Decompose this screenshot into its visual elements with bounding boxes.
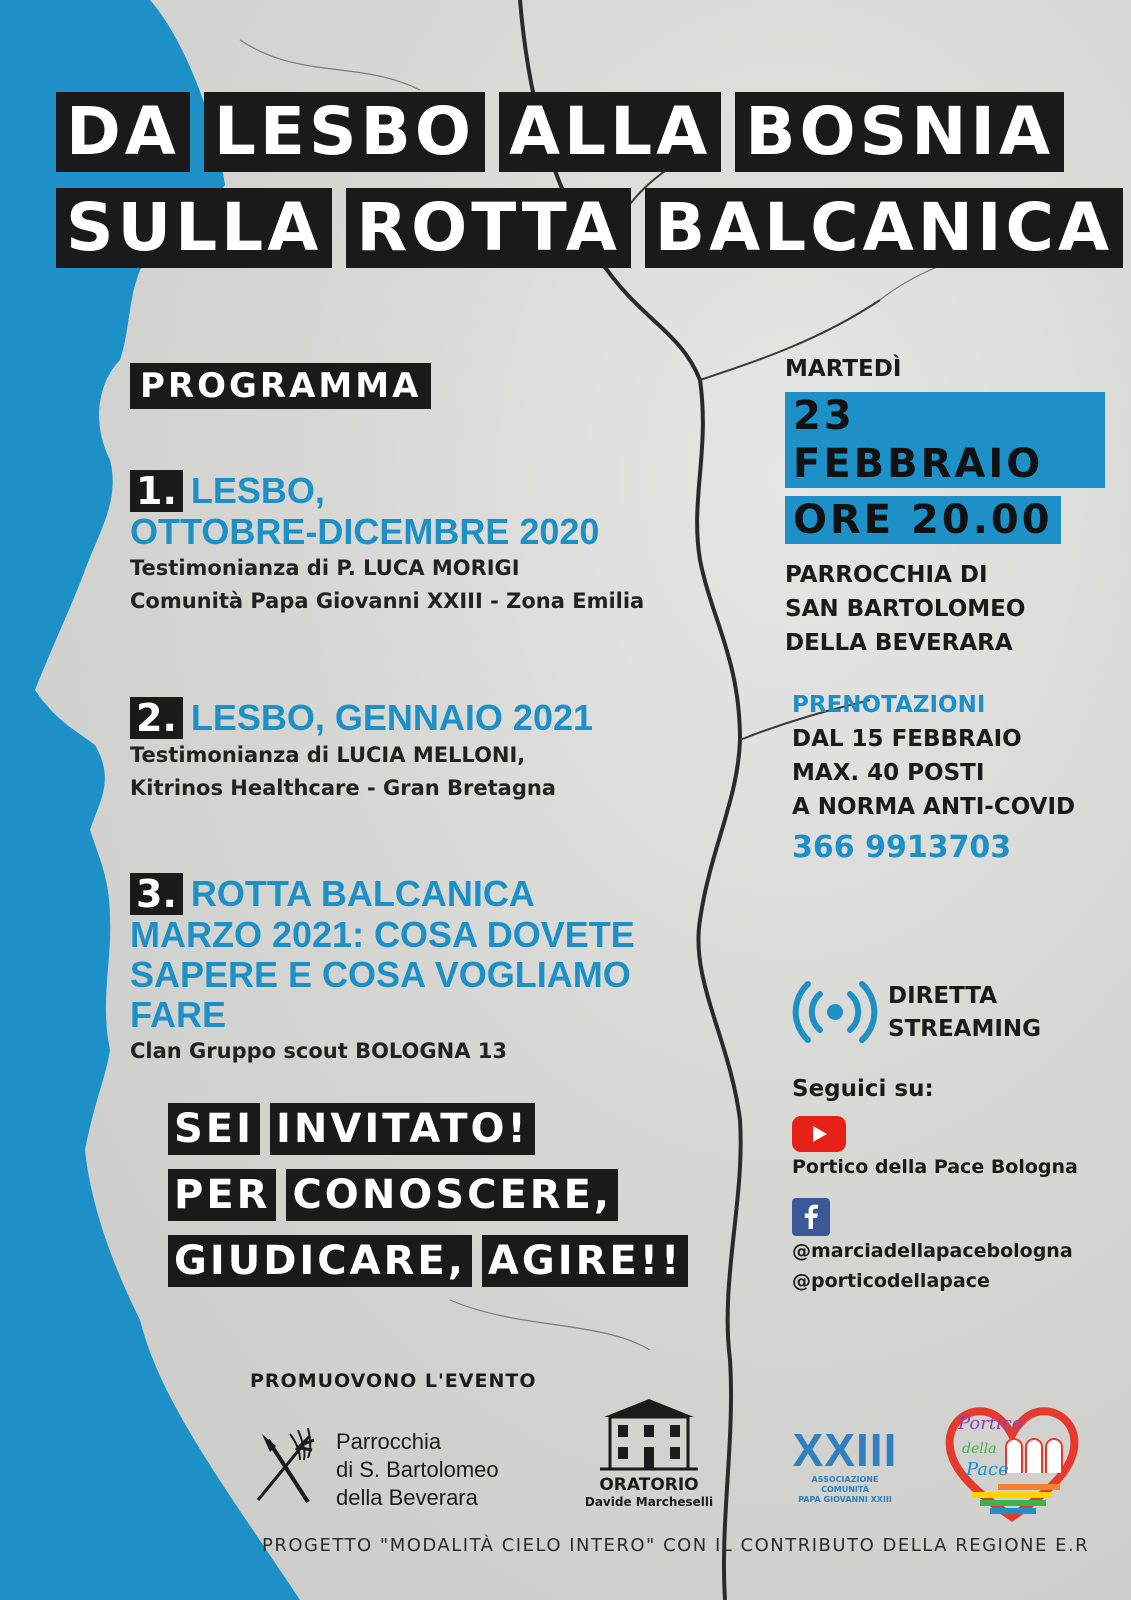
program-item-3 [130,873,710,1068]
item-detail: Comunità Papa Giovanni XXIII - Zona Emilia [130,589,645,613]
event-venue [785,558,1105,660]
event-details [785,352,1105,660]
streaming-text [888,980,1041,1046]
parrocchia-logo [248,1420,548,1520]
date-block [785,392,1105,552]
apg23-line: PAPA GIOVANNI XXIII [798,1495,892,1504]
invite-block [168,1103,698,1301]
booking-line: DAL 15 FEBBRAIO [792,726,1022,752]
invite-word: INVITATO! [270,1103,535,1155]
oratorio-subtitle: Davide Marcheselli [584,1495,714,1509]
item-subtitle: OTTOBRE-DICEMBRE 2020 [130,511,600,552]
item-detail: Kitrinos Healthcare - Gran Bretagna [130,776,556,800]
item-detail: Testimonianza di LUCIA MELLONI, [130,743,526,767]
venue-line: DELLA BEVERARA [785,630,1013,656]
invite-word: GIUDICARE, [168,1235,472,1287]
title-word: BALCANICA [645,188,1123,268]
follow-us [792,1072,1112,1296]
parrocchia-line: Parrocchia [336,1429,442,1454]
venue-line: PARROCCHIA DI [785,562,988,588]
youtube-icon[interactable] [792,1116,846,1152]
portico-logo-word: Portico [958,1413,1023,1434]
parrocchia-line: della Beverara [336,1485,478,1510]
title-word: ROTTA [346,188,630,268]
invite-word: CONOSCERE, [286,1169,618,1221]
event-date: 23 FEBBRAIO [785,392,1105,488]
parrocchia-name [336,1428,499,1512]
oratorio-name: ORATORIO [599,1475,699,1495]
oratorio-logo [584,1395,714,1525]
promoters-label: PROMUOVONO L'EVENTO [250,1370,537,1392]
portico-logo-word: Pace [966,1459,1009,1480]
streaming-line: DIRETTA [888,983,997,1009]
program-item-1 [130,470,710,618]
booking-phone[interactable]: 366 9913703 [792,830,1012,865]
facebook-handle[interactable]: @marciadellapacebologna [792,1240,1073,1262]
title-word: BOSNIA [735,92,1064,172]
invite-word: AGIRE!! [482,1235,688,1287]
youtube-channel-link[interactable]: Portico della Pace Bologna [792,1156,1078,1178]
invite-row [168,1169,698,1221]
booking-line: A NORMA ANTI-COVID [792,794,1076,820]
invite-word: PER [168,1169,276,1221]
programma-heading: PROGRAMMA [130,363,431,409]
title-word: DA [56,92,190,172]
streaming-line: STREAMING [888,1016,1042,1042]
title-line-2 [56,188,1131,268]
item-number: 2. [130,697,183,739]
item-subtitle: MARZO 2021: COSA DOVETE [130,914,635,955]
building-icon [594,1395,704,1475]
item-detail: Testimonianza di P. LUCA MORIGI [130,556,520,580]
invite-word: SEI [168,1103,260,1155]
item-detail: Clan Gruppo scout BOLOGNA 13 [130,1039,508,1063]
apg23-mark: XXIII [792,1424,898,1476]
program-item-2 [130,697,710,805]
portico-logo-word: della [962,1441,997,1457]
follow-heading: Seguici su: [792,1076,934,1102]
title-word: LESBO [204,92,485,172]
event-day: MARTEDÌ [785,356,902,382]
facebook-handle[interactable]: @porticodellapace [792,1270,990,1292]
live-streaming [792,980,1112,1050]
item-title: LESBO, [190,470,325,511]
invite-row [168,1235,698,1287]
venue-line: SAN BARTOLOMEO [785,596,1026,622]
title-word: ALLA [499,92,721,172]
palm-and-knife-icon [248,1420,328,1510]
event-time: ORE 20.00 [785,496,1061,544]
parrocchia-line: di S. Bartolomeo [336,1457,499,1482]
booking-heading: PRENOTAZIONI [792,692,986,718]
footer-note: PROGETTO "MODALITÀ CIELO INTERO" CON IL CONTRIBUTO DELLA REGIONE E.R [262,1535,1090,1556]
item-number: 3. [130,873,183,915]
live-broadcast-icon [792,980,878,1044]
item-title: ROTTA BALCANICA [190,873,535,914]
booking-line: MAX. 40 POSTI [792,760,985,786]
booking-info [792,688,1112,872]
item-number: 1. [130,470,183,512]
invite-row [168,1103,698,1155]
item-title: LESBO, GENNAIO 2021 [190,697,594,738]
apg23-logo [790,1425,900,1525]
title-line-1 [56,92,1078,172]
item-subtitle: SAPERE E COSA VOGLIAMO FARE [130,954,631,1035]
apg23-line: ASSOCIAZIONE COMUNITÀ [811,1475,879,1494]
title-word: SULLA [56,188,332,268]
portico-della-pace-logo [942,1395,1082,1525]
facebook-icon[interactable] [792,1198,830,1236]
